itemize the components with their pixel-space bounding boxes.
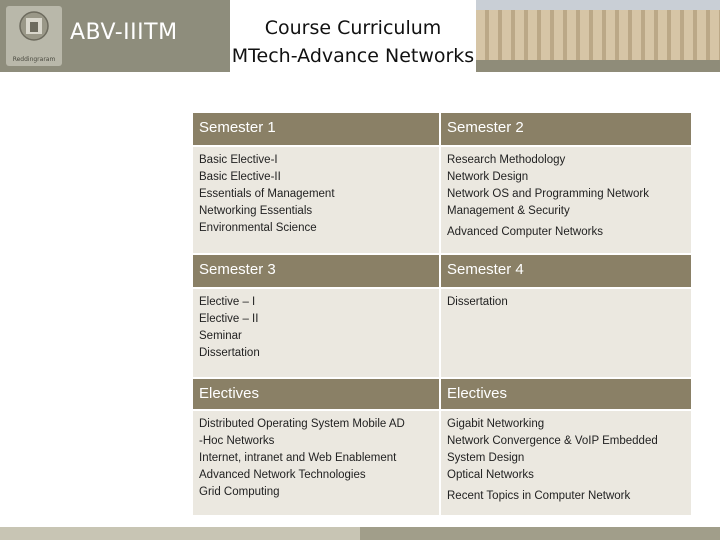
course-item: Network Convergence & VoIP Embedded — [447, 435, 658, 447]
footer-band-right — [360, 527, 720, 540]
course-item: Gigabit Networking — [447, 418, 545, 430]
semester-1-courses — [193, 147, 441, 255]
course-item: Basic Elective-I — [199, 154, 278, 166]
semester-3-courses — [193, 289, 441, 379]
electives-left-header: Electives — [193, 379, 441, 411]
electives-right-courses — [441, 411, 691, 517]
footer-band-left — [0, 527, 360, 540]
slide-header — [0, 0, 720, 72]
semester-2-courses — [441, 147, 691, 255]
course-item: Network Design — [447, 171, 529, 183]
course-item: -Hoc Networks — [199, 435, 275, 447]
semester-4-header: Semester 4 — [441, 255, 691, 289]
brand-name: ABV-IIITM — [70, 20, 178, 45]
course-item: Research Methodology — [447, 154, 566, 166]
semester-3-header: Semester 3 — [193, 255, 441, 289]
course-item: Dissertation — [199, 347, 260, 359]
institute-logo — [0, 0, 230, 72]
course-item: Recent Topics in Computer Network — [447, 490, 631, 502]
course-item: Distributed Operating System Mobile AD — [199, 418, 405, 430]
course-item: Basic Elective-II — [199, 171, 281, 183]
semester-4-courses — [441, 289, 691, 379]
slide-footer — [0, 527, 720, 540]
curriculum-table — [193, 113, 691, 517]
page-title — [230, 14, 476, 70]
electives-right-header: Electives — [441, 379, 691, 411]
emblem-caption: Reddingraram — [12, 56, 56, 63]
emblem-graphic — [6, 6, 62, 54]
course-item: Internet, intranet and Web Enablement — [199, 452, 397, 464]
course-item: Networking Essentials — [199, 205, 313, 217]
course-item: Elective – I — [199, 296, 256, 308]
campus-sky — [476, 0, 720, 10]
semester-1-header: Semester 1 — [193, 113, 441, 147]
electives-left-courses — [193, 411, 441, 517]
course-item: Network OS and Programming Network — [447, 188, 649, 200]
course-item: Advanced Computer Networks — [447, 226, 603, 238]
course-item: Advanced Network Technologies — [199, 469, 366, 481]
course-item: Seminar — [199, 330, 242, 342]
title-line-2: MTech-Advance Networks — [231, 45, 475, 67]
emblem-icon — [6, 6, 62, 66]
course-item: Management & Security — [447, 205, 570, 217]
course-item: System Design — [447, 452, 525, 464]
semester-2-header: Semester 2 — [441, 113, 691, 147]
title-line-1: Course Curriculum — [264, 17, 442, 39]
course-item: Grid Computing — [199, 486, 280, 498]
course-item: Dissertation — [447, 296, 508, 308]
campus-ground — [476, 60, 720, 72]
course-item: Elective – II — [199, 313, 259, 325]
course-item: Optical Networks — [447, 469, 534, 481]
course-item: Essentials of Management — [199, 188, 335, 200]
course-item: Environmental Science — [199, 222, 317, 234]
